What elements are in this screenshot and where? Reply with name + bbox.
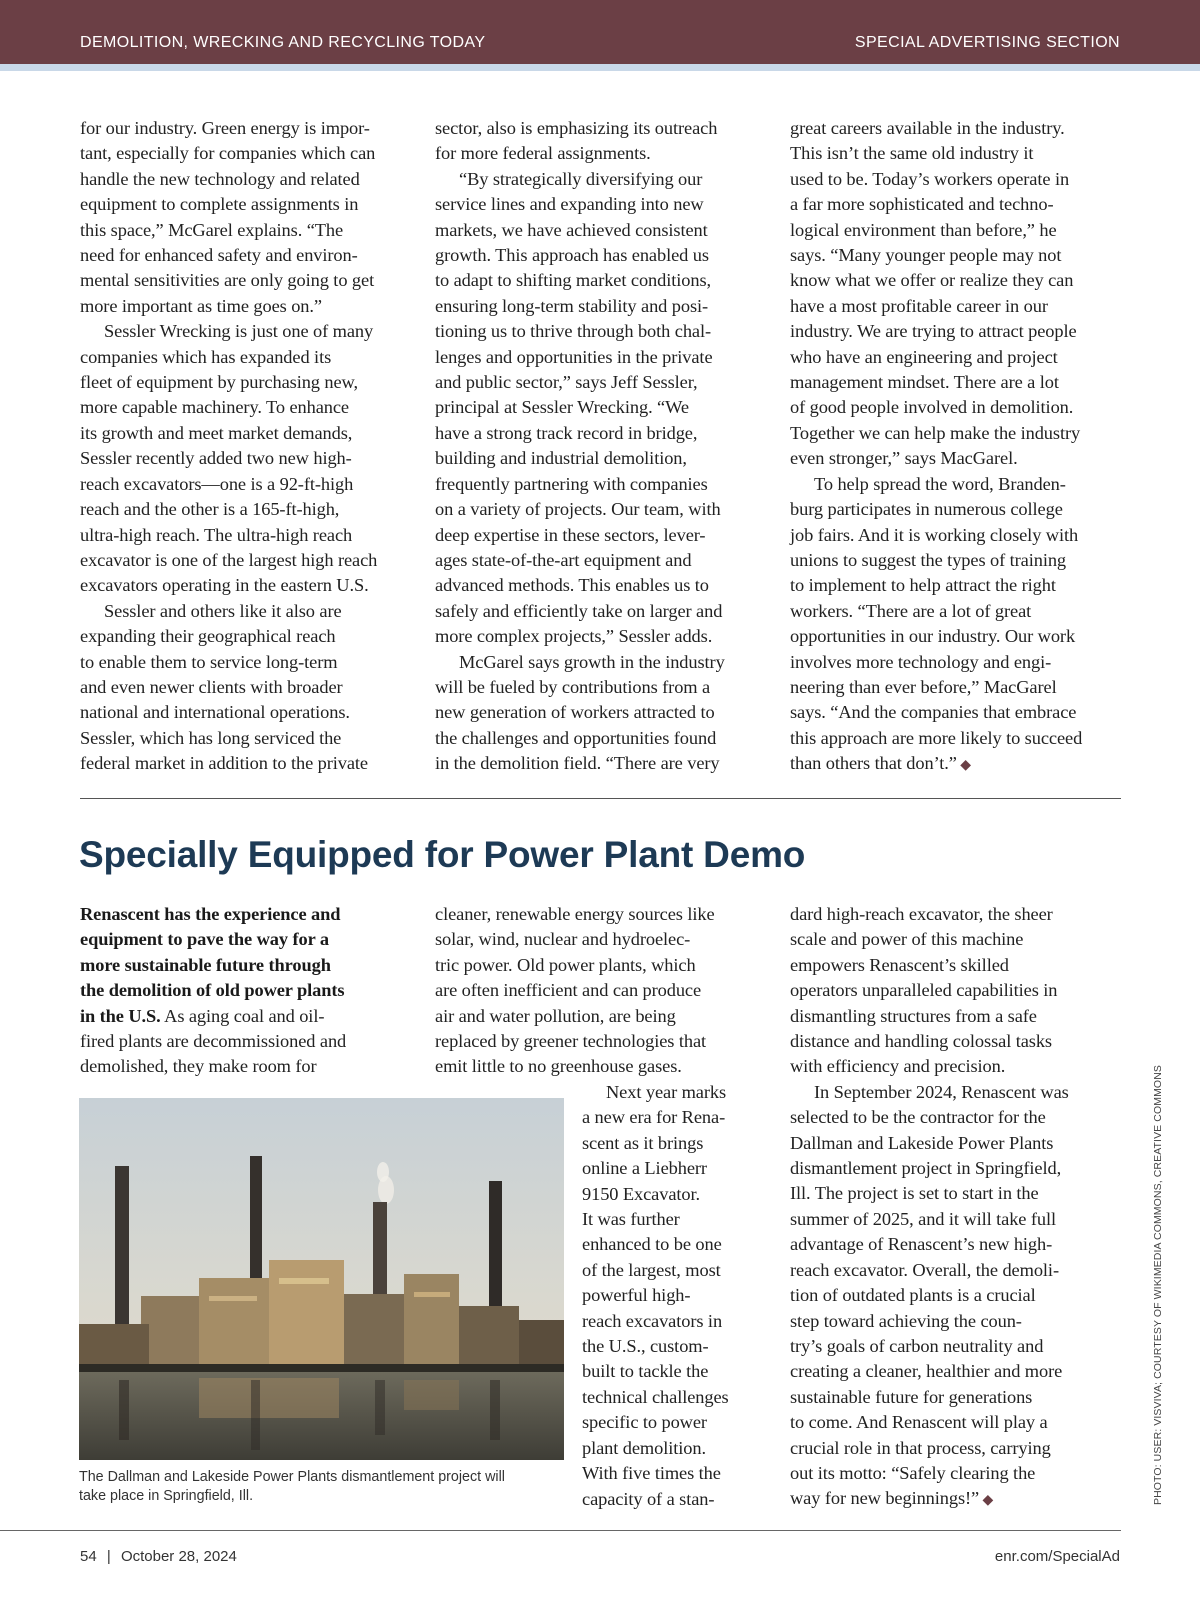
text-line: than others that don’t.” ◆ (790, 753, 971, 774)
text-line: powerful high- (582, 1285, 691, 1306)
text-line: scale and power of this machine (790, 929, 1024, 950)
header-stripe (0, 64, 1200, 71)
text-line: specific to power (582, 1412, 707, 1433)
feature-column-1 (80, 902, 420, 1080)
photo-credit: PHOTO: USER: VISVIVA; COURTESY OF WIKIMEDIA COMMONS, CREATIVE COMMONS (1152, 1065, 1164, 1505)
text-line: expanding their geographical reach (80, 626, 336, 647)
lead-bold-text: equipment to pave the way for a (80, 929, 329, 950)
text-line: distance and handling colossal tasks (790, 1031, 1052, 1052)
text-line: McGarel says growth in the industry (459, 651, 725, 672)
text-line: dismantling structures from a safe (790, 1005, 1037, 1026)
end-mark-icon: ◆ (956, 758, 971, 774)
text-line: have a strong track record in bridge, (435, 422, 698, 443)
text-line: to adapt to shifting market conditions, (435, 270, 712, 291)
text-line: To help spread the word, Branden- (814, 473, 1066, 494)
photo-caption (79, 1468, 569, 1506)
top-article-column-3 (790, 116, 1130, 779)
text-line: crucial role in that process, carrying (790, 1437, 1051, 1458)
issue-date: October 28, 2024 (120, 1548, 237, 1565)
lead-bold-text: the demolition of old power plants (80, 980, 345, 1001)
text-line: great careers available in the industry. (790, 118, 1065, 138)
lead-bold-text: in the U.S. (80, 1005, 161, 1026)
text-line: are often inefficient and can produce (435, 980, 702, 1001)
text-line: deep expertise in these sectors, lever- (435, 524, 706, 545)
text-line: logical environment than before,” he (790, 219, 1057, 240)
feature-column-2-top (435, 902, 775, 1080)
text-line: advantage of Renascent’s new high- (790, 1234, 1053, 1255)
text-line: solar, wind, nuclear and hydroelec- (435, 929, 691, 950)
section-divider (80, 798, 1121, 799)
text-line: reach and the other is a 165-ft-high, (80, 499, 340, 520)
text-line: Sessler and others like it also are (104, 600, 342, 621)
text-line: of the largest, most (582, 1259, 721, 1280)
publication-title: DEMOLITION, WRECKING AND RECYCLING TODAY (80, 34, 486, 51)
text-line: the U.S., custom- (582, 1336, 709, 1357)
text-line: replaced by greener technologies that (435, 1031, 707, 1052)
text-line: fleet of equipment by purchasing new, (80, 372, 359, 393)
text-line: growth. This approach has enabled us (435, 245, 709, 266)
text-line: this space,” McGarel explains. “The (80, 219, 344, 240)
text-line: empowers Renascent’s skilled (790, 954, 1009, 975)
header-bar (0, 0, 1200, 64)
text-line: summer of 2025, and it will take full (790, 1208, 1056, 1229)
text-line: enhanced to be one (582, 1234, 722, 1255)
text-line: to enable them to service long-term (80, 651, 338, 672)
text-line: of good people involved in demolition. (790, 397, 1074, 418)
text-line: says. “Many younger people may not (790, 245, 1062, 266)
text-line: and even newer clients with broader (80, 676, 343, 697)
text-line: online a Liebherr (582, 1158, 707, 1179)
text-line: way for new beginnings!” ◆ (790, 1488, 994, 1509)
text-line: reach excavators in (582, 1310, 723, 1331)
text-line: “By strategically diversifying our (459, 168, 703, 189)
text-line: operators unparalleled capabilities in (790, 980, 1058, 1001)
text-line: have a most profitable career in our (790, 295, 1048, 316)
text-line: excavator is one of the largest high reach (80, 549, 378, 570)
text-line: This isn’t the same old industry it (790, 143, 1034, 164)
footer-separator: | (106, 1548, 111, 1565)
text-line: its growth and meet market demands, (80, 422, 353, 443)
text-line: building and industrial demolition, (435, 448, 687, 469)
text-line: demolished, they make room for (80, 1056, 317, 1077)
lead-tail-text: As aging coal and oil- (160, 1005, 325, 1026)
text-line: Ill. The project is set to start in the (790, 1183, 1039, 1204)
text-line: sustainable future for generations (790, 1386, 1033, 1407)
text-line: neering than ever before,” MacGarel (790, 676, 1057, 697)
text-line: who have an engineering and project (790, 346, 1058, 367)
lead-line (80, 953, 420, 978)
text-line: will be fueled by contributions from a (435, 676, 711, 697)
text-line: Next year marks (606, 1082, 727, 1102)
text-line: tric power. Old power plants, which (435, 954, 696, 975)
text-line: excavators operating in the eastern U.S. (80, 575, 369, 596)
text-line: national and international operations. (80, 702, 350, 723)
text-line: unions to suggest the types of training (790, 549, 1067, 570)
lead-bold-text: more sustainable future through (80, 954, 331, 975)
text-line: The Dallman and Lakeside Power Plants dismantlement project will (79, 1469, 505, 1485)
text-line: to implement to help attract the right (790, 575, 1056, 596)
text-line: markets, we have achieved consistent (435, 219, 708, 240)
text-line: a new era for Rena- (582, 1107, 726, 1128)
text-line: know what we offer or realize they can (790, 270, 1074, 291)
text-line: management mindset. There are a lot (790, 372, 1059, 393)
lead-line (80, 927, 420, 952)
text-line: more complex projects,” Sessler adds. (435, 626, 713, 647)
text-line: Sessler, which has long serviced the (80, 727, 342, 748)
text-line: ages state-of-the-art equipment and (435, 549, 692, 570)
lead-line (80, 1004, 420, 1029)
text-line: with efficiency and precision. (790, 1056, 1006, 1077)
text-line: 9150 Excavator. (582, 1183, 701, 1204)
text-line: principal at Sessler Wrecking. “We (435, 397, 689, 418)
text-line: tant, especially for companies which can (80, 143, 376, 164)
text-line: advanced methods. This enables us to (435, 575, 709, 596)
footer-folio (80, 1548, 237, 1565)
text-line: capacity of a stan- (582, 1488, 715, 1509)
text-line: burg participates in numerous college (790, 499, 1063, 520)
footer-divider (0, 1530, 1121, 1531)
power-plant-photo (79, 1098, 564, 1460)
footer-url[interactable]: enr.com/SpecialAd (994, 1548, 1120, 1565)
text-line: creating a cleaner, healthier and more (790, 1361, 1063, 1382)
text-line: to come. And Renascent will play a (790, 1412, 1048, 1433)
text-line: Sessler recently added two new high- (80, 448, 352, 469)
text-line: take place in Springfield, Ill. (79, 1488, 254, 1504)
text-line: reach excavators—one is a 92-ft-high (80, 473, 354, 494)
text-line: ultra-high reach. The ultra-high reach (80, 524, 353, 545)
text-line: on a variety of projects. Our team, with (435, 499, 721, 520)
section-label: SPECIAL ADVERTISING SECTION (854, 34, 1120, 51)
text-line: emit little to no greenhouse gases. (435, 1056, 682, 1077)
text-line: this approach are more likely to succeed (790, 727, 1083, 748)
text-line: safely and efficiently take on larger and (435, 600, 723, 621)
text-line: new generation of workers attracted to (435, 702, 715, 723)
text-line: plant demolition. (582, 1437, 706, 1458)
feature-column-3 (790, 902, 1130, 1514)
text-line: and public sector,” says Jeff Sessler, (435, 372, 698, 393)
text-line: companies which has expanded its (80, 346, 332, 367)
text-line: reach excavator. Overall, the demoli- (790, 1259, 1059, 1280)
text-line: equipment to complete assignments in (80, 194, 359, 215)
text-line: step toward achieving the coun- (790, 1310, 1022, 1331)
text-line: in the demolition field. “There are very (435, 753, 720, 774)
text-line: workers. “There are a lot of great (790, 600, 1032, 621)
top-article-column-1 (80, 116, 420, 777)
text-line: industry. We are trying to attract people (790, 321, 1077, 342)
text-line: It was further (582, 1209, 680, 1230)
text-line: opportunities in our industry. Our work (790, 626, 1076, 647)
lead-line (80, 902, 420, 927)
text-line: sector, also is emphasizing its outreach (435, 118, 718, 138)
feature-headline: Specially Equipped for Power Plant Demo (79, 834, 806, 875)
text-line: mental sensitivities are only going to get (80, 270, 375, 291)
text-line: the challenges and opportunities found (435, 727, 717, 748)
top-article-column-2 (435, 116, 775, 777)
text-line: built to tackle the (582, 1361, 709, 1382)
text-line: involves more technology and engi- (790, 651, 1052, 672)
text-line: technical challenges (582, 1386, 729, 1407)
text-line: try’s goals of carbon neutrality and (790, 1335, 1044, 1356)
end-mark-icon: ◆ (979, 1493, 994, 1509)
text-line: for our industry. Green energy is impor- (80, 118, 370, 138)
text-line: In September 2024, Renascent was (814, 1081, 1069, 1102)
text-line: air and water pollution, are being (435, 1005, 676, 1026)
text-line: handle the new technology and related (80, 168, 360, 189)
text-line: a far more sophisticated and techno- (790, 194, 1054, 215)
page-number: 54 (80, 1548, 97, 1565)
text-line: lenges and opportunities in the private (435, 346, 713, 367)
text-line: more important as time goes on.” (80, 295, 322, 316)
text-line: tion of outdated plants is a crucial (790, 1285, 1036, 1306)
lead-bold-text: Renascent has the experience and (80, 904, 341, 924)
text-line: Dallman and Lakeside Power Plants (790, 1132, 1054, 1153)
lead-line (80, 978, 420, 1003)
text-line: service lines and expanding into new (435, 194, 704, 215)
text-line: dismantlement project in Springfield, (790, 1158, 1062, 1179)
text-line: fired plants are decommissioned and (80, 1031, 347, 1052)
feature-column-2-narrow (582, 1080, 772, 1512)
text-line: frequently partnering with companies (435, 473, 708, 494)
text-line: even stronger,” says MacGarel. (790, 448, 1018, 469)
text-line: Sessler Wrecking is just one of many (104, 321, 374, 342)
text-line: selected to be the contractor for the (790, 1107, 1046, 1128)
text-line: job fairs. And it is working closely with (790, 524, 1079, 545)
text-line: cleaner, renewable energy sources like (435, 904, 715, 924)
text-line: dard high-reach excavator, the sheer (790, 904, 1053, 924)
text-line: scent as it brings (582, 1132, 704, 1153)
text-line: federal market in addition to the private (80, 753, 368, 774)
text-line: need for enhanced safety and environ- (80, 245, 358, 266)
text-line: used to be. Today’s workers operate in (790, 168, 1070, 189)
text-line: tioning us to thrive through both chal- (435, 321, 712, 342)
text-line: says. “And the companies that embrace (790, 702, 1077, 723)
text-line: for more federal assignments. (435, 143, 651, 164)
text-line: With five times the (582, 1463, 721, 1484)
text-line: Together we can help make the industry (790, 422, 1081, 443)
text-line: ensuring long-term stability and posi- (435, 295, 709, 316)
text-line: out its motto: “Safely clearing the (790, 1462, 1036, 1483)
text-line: more capable machinery. To enhance (80, 397, 349, 418)
